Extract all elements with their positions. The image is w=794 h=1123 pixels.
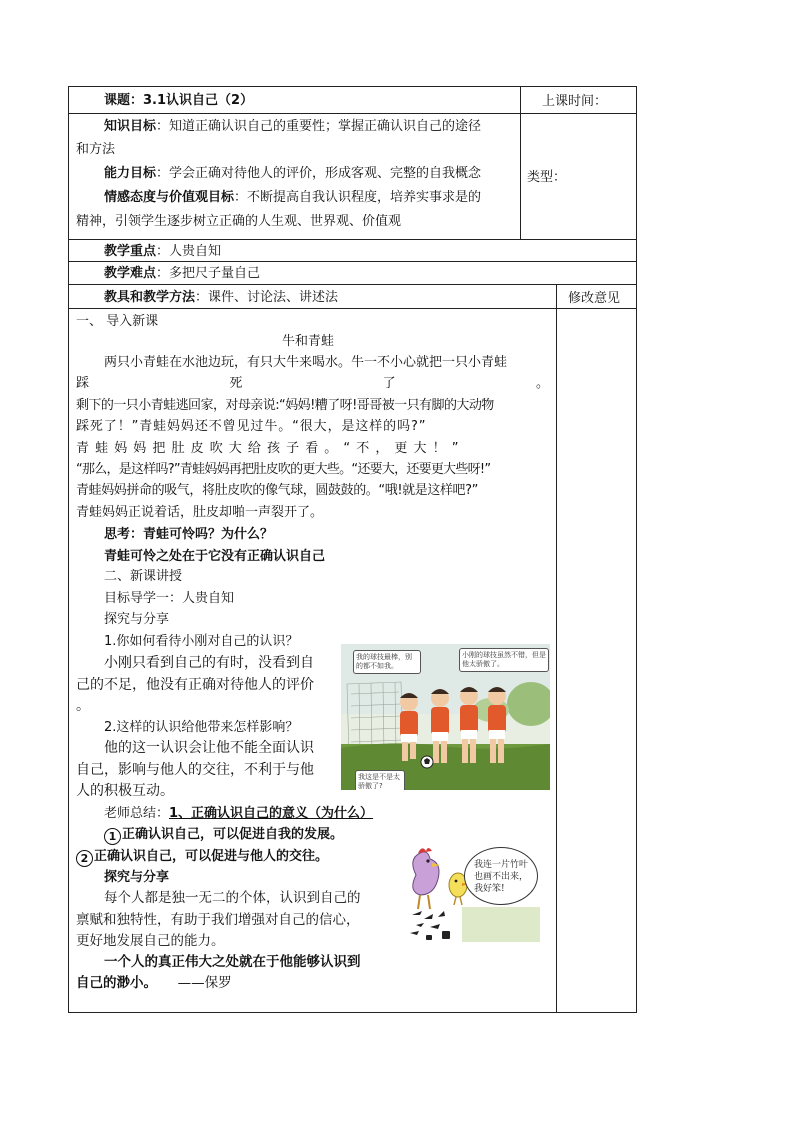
answer-1-line: 小刚只看到自己的有时，没看到自 (104, 655, 314, 671)
speech-bubble: 我这是不是太骄傲了? (355, 770, 405, 790)
answer-2-line: 人的积极互动。 (76, 783, 174, 799)
knowledge-objective: 知识目标：知道正确认识自己的重要性；掌握正确认识自己的途径 (104, 119, 482, 134)
speech-bubble: 小刚的球技虽然不错，但是他太骄傲了。 (459, 648, 549, 672)
quote-line-2: 自己的渺小。 ——保罗 (76, 975, 232, 991)
answer-1-line: 己的不足，他没有正确对待他人的评价 (76, 677, 314, 693)
knowledge-objective-cont: 和方法 (76, 142, 116, 157)
question-2: 2.这样的认识给他带来怎样影响？ (104, 720, 299, 735)
point-2: 2 正确认识自己，可以促进与他人的交往。 (76, 846, 328, 867)
rooster-illustration (402, 845, 540, 942)
table-border-top (68, 86, 637, 87)
intro-heading: 一、 导入新课 (76, 314, 159, 329)
lesson-topic: 课题：3.1认识自己（2） (104, 93, 254, 108)
circled-number: 1 (104, 828, 121, 845)
table-border-left (68, 86, 69, 1013)
class-time-label: 上课时间： (542, 94, 608, 109)
answer-2-line: 自己，影响与他人的交往，不利于与他 (76, 762, 314, 778)
row-divider (68, 113, 637, 114)
col-divider (556, 284, 557, 1013)
type-label: 类型： (527, 170, 567, 185)
paragraph-line: 更好地发展自己的能力。 (76, 933, 225, 949)
row-divider (68, 239, 637, 240)
circled-number: 2 (76, 850, 93, 867)
table-border-bottom (68, 1012, 637, 1013)
knowledge-objective-label: 知识目标 (104, 119, 157, 134)
soccer-illustration (341, 644, 550, 790)
question-1: 1.你如何看待小刚对自己的认识？ (104, 634, 299, 649)
ability-objective: 能力目标：学会正确对待他人的评价，形成客观、完整的自我概念 (104, 166, 482, 181)
explore-share-1: 探究与分享 (104, 612, 170, 627)
story-line: “那么，是这样吗?”青蛙妈妈再把肚皮吹的更大些。“还要大，还要更大些呀!” (76, 462, 491, 478)
teaching-methods: 教具和教学方法：课件、讨论法、讲述法 (104, 290, 339, 305)
paragraph-line: 禀赋和独特性，有助于我们增强对自己的信心， (76, 912, 360, 928)
new-lesson-heading: 二、新课讲授 (104, 569, 183, 584)
rooster-bubble-text: 我连一片竹叶也画不出来，我好笨! (474, 860, 529, 894)
answer-1-line: 。 (76, 698, 90, 714)
point-1: 1 正确认识自己，可以促进自我的发展。 (104, 824, 343, 845)
row-divider (68, 308, 637, 309)
think-answer: 青蛙可怜之处在于它没有正确认识自己 (104, 549, 326, 564)
quote-author: ——保罗 (177, 975, 232, 991)
emotion-objective-cont: 精神，引领学生逐步树立正确的人生观、世界观、价值观 (76, 214, 402, 229)
story-line: 两只小青蛙在水池边玩，有只大牛来喝水。牛一不小心就把一只小青蛙 (104, 355, 508, 370)
row-divider (68, 284, 637, 285)
target-one: 目标导学一：人贵自知 (104, 591, 235, 606)
story-line: 踩死了！”青蛙妈妈还不曾见过牛。“很大，是这样的吗?” (76, 419, 427, 435)
teaching-difficulty: 教学难点：多把尺子量自己 (104, 266, 261, 281)
answer-2-line: 他的这一认识会让他不能全面认识 (104, 740, 314, 756)
quote-line: 一个人的真正伟大之处就在于他能够认识到 (104, 954, 361, 970)
revision-label: 修改意见 (568, 291, 621, 306)
speech-bubble: 我的球技最棒，别的都不如我。 (353, 650, 421, 674)
story-line: 青蛙妈妈把肚皮吹大给孩子看。“不，更大！” (76, 440, 465, 456)
col-divider (520, 86, 521, 240)
think-question: 思考：青蛙可怜吗？为什么？ (104, 527, 274, 542)
story-body (76, 352, 549, 523)
explore-share-2: 探究与分享 (104, 870, 170, 885)
teaching-focus: 教学重点：人贵自知 (104, 244, 222, 259)
table-border-right (636, 86, 637, 1013)
story-line: 青蛙妈妈正说着话，肚皮却啪一声裂开了。 (76, 504, 324, 520)
story-title: 牛和青蛙 (282, 334, 335, 349)
story-line: 踩死了。 (76, 376, 549, 392)
emotion-objective-label: 情感态度与价值观目标 (104, 190, 235, 205)
paragraph-line: 每个人都是独一无二的个体，认识到自己的 (104, 890, 361, 906)
emotion-objective: 情感态度与价值观目标：不断提高自我认识程度，培养实事求是的 (104, 190, 482, 205)
ability-objective-label: 能力目标 (104, 166, 157, 181)
summary-title: 1、正确认识自己的意义（为什么） (169, 806, 374, 821)
teacher-summary: 老师总结：1、正确认识自己的意义（为什么） (104, 806, 374, 821)
story-line: 青蛙妈妈拼命的吸气，将肚皮吹的像气球，圆鼓鼓的。“哦!就是这样吧?” (76, 483, 478, 499)
story-line: 剩下的一只小青蛙逃回家，对母亲说:“妈妈!糟了呀!哥哥被一只有脚的大动物 (76, 397, 494, 413)
